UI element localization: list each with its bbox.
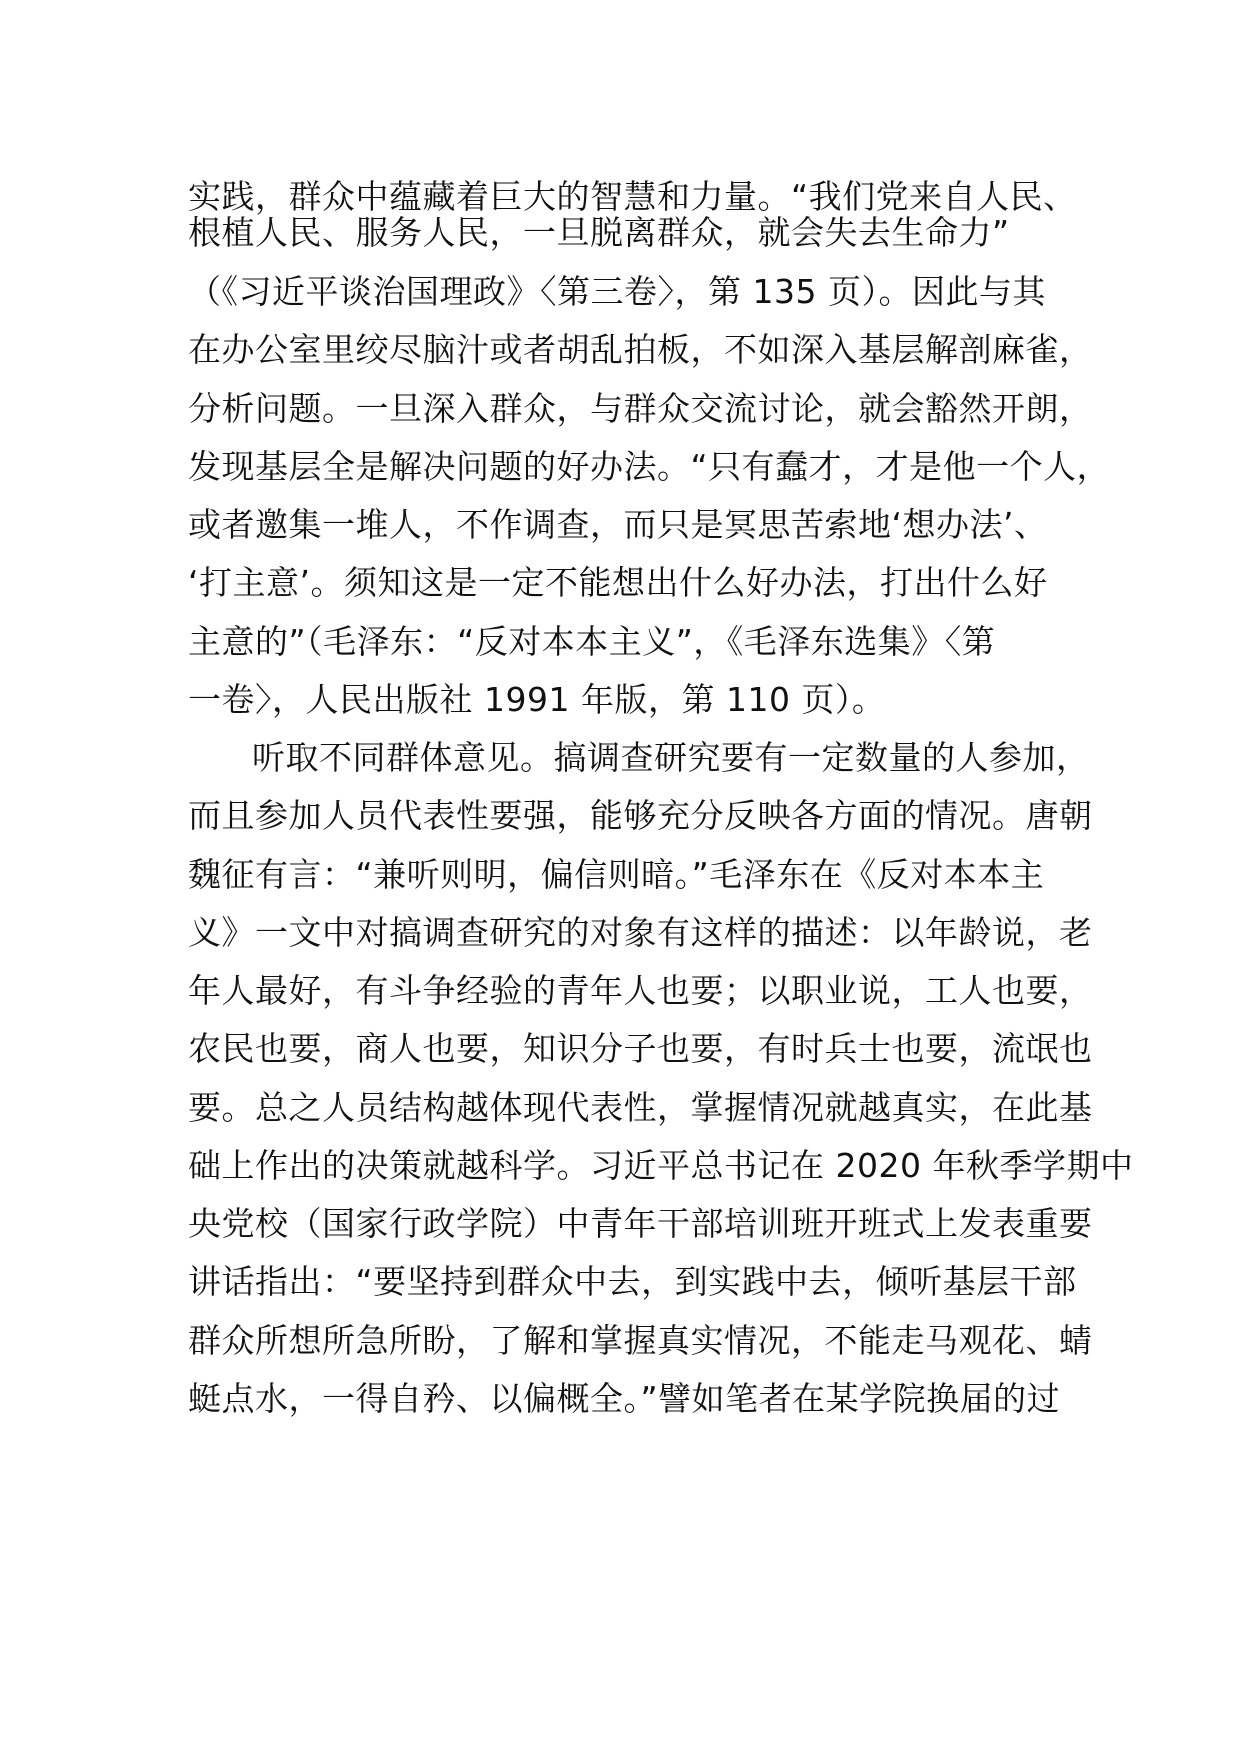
text-line: 根植人民、服务人民，一旦脱离群众，就会失去生命力”: [188, 213, 1010, 252]
text-line: 农民也要，商人也要，知识分子也要，有时兵士也要，流氓也: [188, 1029, 1093, 1068]
text-line: 讲话指出：“要坚持到群众中去，到实践中去，倾听基层干部: [188, 1262, 1077, 1301]
text-line: 一卷〉，人民出版社 1991 年版，第 110 页）。: [188, 680, 886, 719]
text-line: 而且参加人员代表性要强，能够充分反映各方面的情况。唐朝: [188, 796, 1093, 835]
text-line: ‘打主意’。须知这是一定不能想出什么好办法，打出什么好: [188, 563, 1048, 602]
text-line: 义》一文中对搞调查研究的对象有这样的描述：以年龄说，老: [188, 913, 1093, 952]
text-line: 蜓点水，一得自矜、以偏概全。”譬如笔者在某学院换届的过: [188, 1379, 1061, 1418]
text-line: 发现基层全是解决问题的好办法。“只有蠢才，才是他一个人，: [188, 447, 1111, 486]
text-line: 或者邀集一堆人，不作调查，而只是冥思苦索地‘想办法’、: [188, 505, 1048, 544]
text-line: （《习近平谈治国理政》〈第三卷〉，第 135 页）。因此与其: [188, 272, 1046, 311]
text-line: 年人最好，有斗争经验的青年人也要；以职业说，工人也要，: [188, 971, 1093, 1010]
text-line: 要。总之人员结构越体现代表性，掌握情况就越真实，在此基: [188, 1088, 1093, 1127]
text-line: 主意的”（毛泽东：“反对本本主义”，《毛泽东选集》〈第: [188, 622, 996, 661]
text-line: 群众所想所急所盼，了解和掌握真实情况，不能走马观花、蜻: [188, 1321, 1093, 1360]
text-line: 础上作出的决策就越科学。习近平总书记在 2020 年秋季学期中: [188, 1146, 1134, 1185]
text-line: 分析问题。一旦深入群众，与群众交流讨论，就会豁然开朗，: [188, 389, 1093, 428]
text-line: 央党校（国家行政学院）中青年干部培训班开班式上发表重要: [188, 1204, 1093, 1243]
text-line: 实践，群众中蕴藏着巨大的智慧和力量。“我们党来自人民、: [188, 177, 1077, 216]
paragraph-first-line: 听取不同群体意见。搞调查研究要有一定数量的人参加，: [252, 738, 1090, 777]
text-line: 在办公室里绞尽脑汁或者胡乱拍板，不如深入基层解剖麻雀，: [188, 330, 1093, 369]
text-line: 魏征有言：“兼听则明，偏信则暗。”毛泽东在《反对本本主: [188, 855, 1045, 894]
